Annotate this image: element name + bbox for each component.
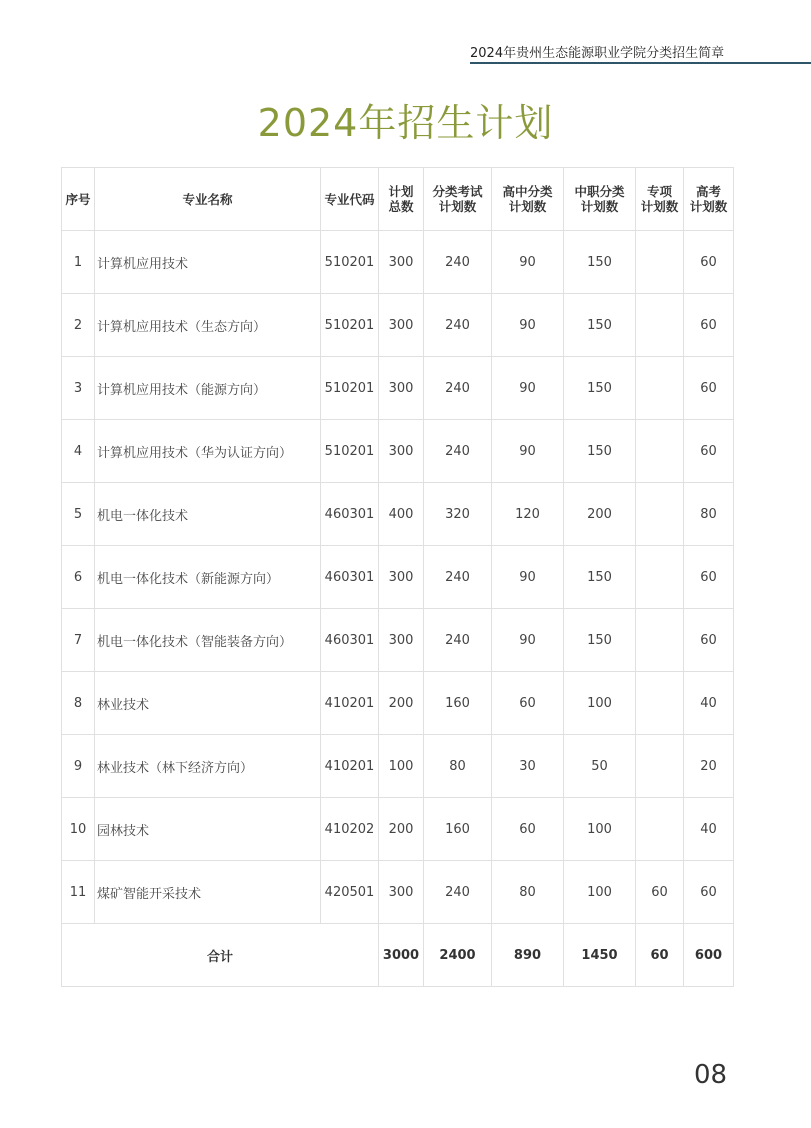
cell-total: 200 (379, 798, 424, 861)
cell-highschool: 90 (492, 231, 564, 294)
cell-classified: 320 (424, 483, 492, 546)
header-major: 专业名称 (95, 168, 321, 231)
cell-gaokao: 60 (684, 294, 734, 357)
table-row (62, 294, 734, 357)
header-vocational-line2: 计划数 (580, 199, 619, 214)
table-row (62, 861, 734, 924)
cell-code: 460301 (321, 546, 379, 609)
cell-index: 8 (62, 672, 95, 735)
cell-code: 410202 (321, 798, 379, 861)
header-total-line2: 总数 (388, 199, 414, 214)
cell-index: 6 (62, 546, 95, 609)
cell-major: 机电一体化技术（智能装备方向） (95, 609, 321, 672)
header-index: 序号 (62, 168, 95, 231)
cell-vocational: 200 (564, 483, 636, 546)
totals-classified: 2400 (424, 924, 492, 987)
cell-gaokao: 60 (684, 420, 734, 483)
table-row (62, 672, 734, 735)
cell-highschool: 90 (492, 420, 564, 483)
cell-total: 300 (379, 294, 424, 357)
cell-highschool: 30 (492, 735, 564, 798)
table-row (62, 420, 734, 483)
cell-major: 园林技术 (95, 798, 321, 861)
cell-gaokao: 60 (684, 357, 734, 420)
cell-major: 计算机应用技术（华为认证方向） (95, 420, 321, 483)
cell-highschool: 60 (492, 798, 564, 861)
cell-special (636, 546, 684, 609)
cell-major: 计算机应用技术 (95, 231, 321, 294)
table-row (62, 735, 734, 798)
header-rule (470, 62, 811, 64)
cell-gaokao: 80 (684, 483, 734, 546)
table-header-row (62, 168, 734, 231)
cell-special (636, 483, 684, 546)
cell-code: 510201 (321, 420, 379, 483)
table-row (62, 609, 734, 672)
cell-total: 200 (379, 672, 424, 735)
header-gaokao (684, 168, 734, 231)
totals-total: 3000 (379, 924, 424, 987)
header-total-line1: 计划 (388, 184, 414, 199)
cell-vocational: 150 (564, 231, 636, 294)
cell-classified: 80 (424, 735, 492, 798)
header-special-line1: 专项 (646, 184, 672, 199)
cell-classified: 240 (424, 357, 492, 420)
cell-highschool: 90 (492, 357, 564, 420)
cell-highschool: 90 (492, 294, 564, 357)
cell-total: 300 (379, 231, 424, 294)
cell-classified: 240 (424, 294, 492, 357)
header-classified-line2: 计划数 (438, 199, 477, 214)
cell-special (636, 672, 684, 735)
cell-code: 510201 (321, 357, 379, 420)
cell-vocational: 100 (564, 672, 636, 735)
cell-index: 9 (62, 735, 95, 798)
table-row (62, 798, 734, 861)
cell-classified: 240 (424, 609, 492, 672)
cell-vocational: 100 (564, 861, 636, 924)
cell-gaokao: 20 (684, 735, 734, 798)
cell-special (636, 294, 684, 357)
cell-gaokao: 40 (684, 672, 734, 735)
cell-special (636, 735, 684, 798)
cell-total: 100 (379, 735, 424, 798)
cell-total: 400 (379, 483, 424, 546)
totals-special: 60 (636, 924, 684, 987)
cell-highschool: 80 (492, 861, 564, 924)
cell-vocational: 50 (564, 735, 636, 798)
cell-major: 机电一体化技术 (95, 483, 321, 546)
cell-classified: 240 (424, 231, 492, 294)
totals-label: 合计 (62, 924, 379, 987)
cell-classified: 240 (424, 861, 492, 924)
table-row (62, 231, 734, 294)
totals-vocational: 1450 (564, 924, 636, 987)
cell-total: 300 (379, 420, 424, 483)
header-highschool (492, 168, 564, 231)
cell-index: 2 (62, 294, 95, 357)
cell-index: 4 (62, 420, 95, 483)
cell-classified: 160 (424, 798, 492, 861)
cell-vocational: 150 (564, 357, 636, 420)
cell-special (636, 798, 684, 861)
cell-gaokao: 60 (684, 861, 734, 924)
cell-gaokao: 40 (684, 798, 734, 861)
cell-major: 机电一体化技术（新能源方向） (95, 546, 321, 609)
cell-code: 410201 (321, 735, 379, 798)
cell-gaokao: 60 (684, 546, 734, 609)
cell-gaokao: 60 (684, 609, 734, 672)
header-vocational-line1: 中职分类 (574, 184, 625, 199)
cell-major: 林业技术 (95, 672, 321, 735)
cell-index: 7 (62, 609, 95, 672)
header-special-line2: 计划数 (640, 199, 679, 214)
header-code: 专业代码 (321, 168, 379, 231)
cell-special: 60 (636, 861, 684, 924)
cell-index: 1 (62, 231, 95, 294)
cell-code: 510201 (321, 294, 379, 357)
header-classified-line1: 分类考试 (432, 184, 483, 199)
cell-vocational: 150 (564, 609, 636, 672)
cell-total: 300 (379, 546, 424, 609)
totals-highschool: 890 (492, 924, 564, 987)
cell-gaokao: 60 (684, 231, 734, 294)
cell-code: 510201 (321, 231, 379, 294)
table-row (62, 483, 734, 546)
cell-highschool: 90 (492, 546, 564, 609)
cell-code: 460301 (321, 609, 379, 672)
cell-code: 460301 (321, 483, 379, 546)
header-highschool-line1: 高中分类 (502, 184, 553, 199)
cell-index: 10 (62, 798, 95, 861)
cell-classified: 240 (424, 546, 492, 609)
cell-vocational: 100 (564, 798, 636, 861)
header-vocational (564, 168, 636, 231)
cell-major: 计算机应用技术（能源方向） (95, 357, 321, 420)
header-highschool-line2: 计划数 (508, 199, 547, 214)
cell-classified: 160 (424, 672, 492, 735)
cell-index: 5 (62, 483, 95, 546)
cell-highschool: 60 (492, 672, 564, 735)
cell-special (636, 609, 684, 672)
page-number: 08 (694, 1060, 728, 1090)
cell-special (636, 420, 684, 483)
cell-highschool: 90 (492, 609, 564, 672)
cell-special (636, 231, 684, 294)
cell-index: 11 (62, 861, 95, 924)
table-row (62, 357, 734, 420)
cell-index: 3 (62, 357, 95, 420)
page-title: 2024年招生计划 (257, 101, 554, 145)
cell-vocational: 150 (564, 420, 636, 483)
header-gaokao-line2: 计划数 (689, 199, 728, 214)
table-row (62, 546, 734, 609)
cell-vocational: 150 (564, 294, 636, 357)
cell-total: 300 (379, 609, 424, 672)
header-total (379, 168, 424, 231)
document-header: 2024年贵州生态能源职业学院分类招生简章 (470, 46, 725, 61)
cell-total: 300 (379, 357, 424, 420)
cell-code: 410201 (321, 672, 379, 735)
cell-code: 420501 (321, 861, 379, 924)
cell-highschool: 120 (492, 483, 564, 546)
header-special (636, 168, 684, 231)
header-gaokao-line1: 高考 (695, 184, 721, 199)
header-classified (424, 168, 492, 231)
cell-classified: 240 (424, 420, 492, 483)
enrollment-plan-table (61, 167, 734, 987)
totals-row (62, 924, 734, 987)
cell-total: 300 (379, 861, 424, 924)
cell-major: 林业技术（林下经济方向） (95, 735, 321, 798)
cell-special (636, 357, 684, 420)
cell-vocational: 150 (564, 546, 636, 609)
totals-gaokao: 600 (684, 924, 734, 987)
cell-major: 煤矿智能开采技术 (95, 861, 321, 924)
cell-major: 计算机应用技术（生态方向） (95, 294, 321, 357)
